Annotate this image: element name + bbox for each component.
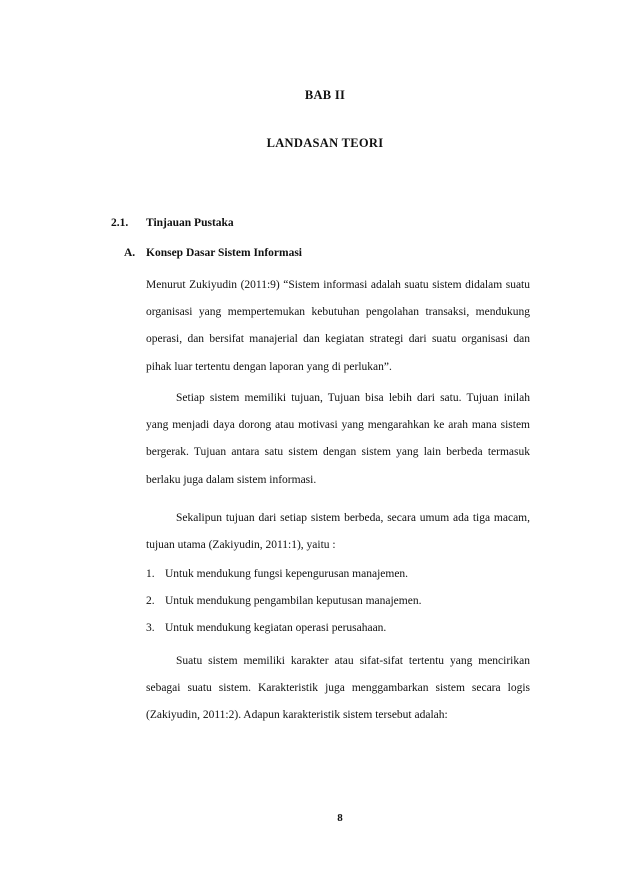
chapter-subtitle: LANDASAN TEORI [266, 136, 384, 150]
section-heading [111, 217, 234, 229]
list-item [146, 568, 530, 580]
paragraph-definition: Menurut Zukiyudin (2011:9) “Sistem informasi adalah suatu sistem didalam suatu organisasi yang mempertemukan kebutuhan pengolahan transaksi, mendukung operasi, dan bersifat manajerial dan kegiatan strategi dari suatu organisasi dan pihak luar tertentu dengan laporan yang di perlukan”. [146, 279, 530, 373]
subsection-letter: A. [124, 247, 136, 259]
section-number: 2.1. [111, 217, 129, 229]
list-number: 1. [146, 568, 155, 580]
subsection-title: Konsep Dasar Sistem Informasi [146, 247, 303, 259]
paragraph-tujuan: Setiap sistem memiliki tujuan, Tujuan bisa lebih dari satu. Tujuan inilah yang menjadi daya dorong atau motivasi yang mengarahkan ke arah mana sistem bergerak. Tujuan antara satu sistem dengan sistem yang lain berbeda termasuk berlaku juga dalam sistem informasi. [146, 392, 530, 486]
list-text: Untuk mendukung fungsi kepengurusan manajemen. [165, 568, 409, 580]
list-item [146, 595, 530, 607]
subsection-heading [124, 247, 302, 259]
section-title: Tinjauan Pustaka [146, 217, 234, 229]
list-item [146, 622, 530, 634]
list-text: Untuk mendukung pengambilan keputusan manajemen. [165, 595, 422, 607]
list-text: Untuk mendukung kegiatan operasi perusahaan. [165, 622, 387, 634]
page-number: 8 [337, 812, 343, 824]
list-number: 3. [146, 622, 155, 634]
paragraph-tujuan-utama: Sekalipun tujuan dari setiap sistem berbeda, secara umum ada tiga macam, tujuan utama (Zakiyudin, 2011:1), yaitu : [146, 512, 530, 552]
chapter-title: BAB II [304, 88, 346, 102]
list-number: 2. [146, 595, 155, 607]
paragraph-karakteristik: Suatu sistem memiliki karakter atau sifat-sifat tertentu yang mencirikan sebagai suatu sistem. Karakteristik juga menggambarkan sistem secara logis (Zakiyudin, 2011:2). Adapun karakteristik sistem tersebut adalah: [146, 655, 530, 722]
